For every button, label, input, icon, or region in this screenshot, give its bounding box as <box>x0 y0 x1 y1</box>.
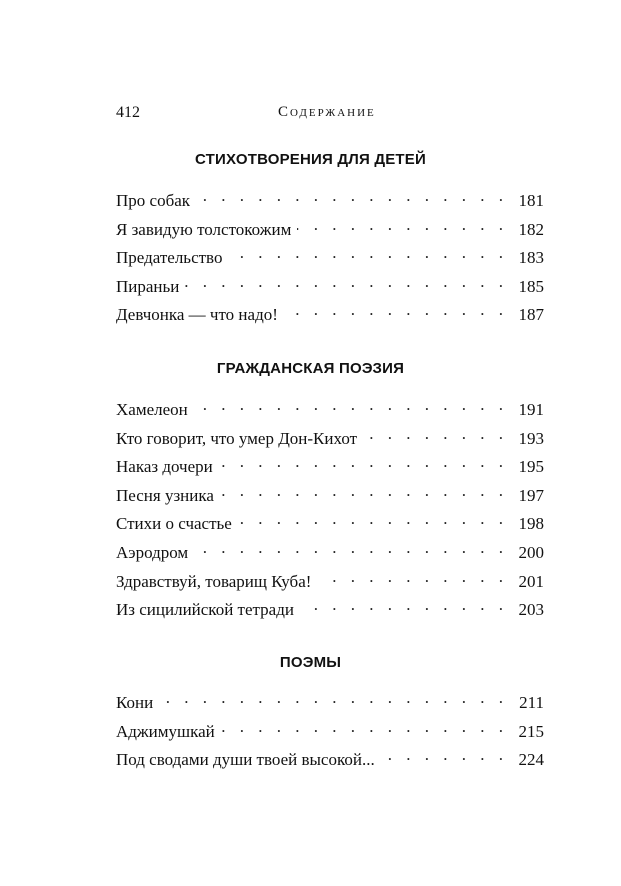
toc-entry-page: 198 <box>518 514 544 534</box>
toc-entry[interactable] <box>116 717 544 746</box>
toc-entry-title: Аэродром <box>116 542 189 562</box>
toc-entry[interactable] <box>116 688 544 717</box>
toc-entry[interactable] <box>116 452 544 481</box>
toc-entry[interactable] <box>116 186 544 215</box>
toc-entry-page: 182 <box>518 219 544 239</box>
toc-entry[interactable] <box>116 595 544 624</box>
toc-entry[interactable] <box>116 481 544 510</box>
toc-entry[interactable] <box>116 745 544 774</box>
toc-entry-page: 183 <box>518 248 544 268</box>
toc-entry-title: Пираньи <box>116 276 180 296</box>
leader-dots <box>196 186 508 206</box>
toc-entry-page: 203 <box>518 600 544 620</box>
toc-entry-title: Из сицилийской тетради <box>116 600 294 620</box>
toc-entry-title: Аджимушкай <box>116 721 215 741</box>
toc-list <box>116 186 544 329</box>
leader-dots <box>284 300 508 320</box>
toc-entry[interactable] <box>116 215 544 244</box>
toc-entry-page: 224 <box>518 750 544 770</box>
leader-dots <box>194 395 508 415</box>
toc-list <box>116 688 544 774</box>
toc-entry[interactable] <box>116 424 544 453</box>
toc-list <box>116 395 544 624</box>
toc-entry[interactable] <box>116 272 544 301</box>
toc-entry[interactable] <box>116 509 544 538</box>
toc-entry-page: 200 <box>518 542 544 562</box>
toc-entry[interactable] <box>116 243 544 272</box>
toc-entry-page: 195 <box>518 457 544 477</box>
leader-dots <box>185 272 508 292</box>
toc-entry-title: Предательство <box>116 248 223 268</box>
toc-entry-title: Про собак <box>116 191 191 210</box>
section-title: СТИХОТВОРЕНИЯ ДЛЯ ДЕТЕЙ <box>195 151 426 168</box>
section-title: ПОЭМЫ <box>279 654 342 671</box>
toc-entry[interactable] <box>116 300 544 329</box>
toc-entry-page: 187 <box>518 305 544 325</box>
toc-entry-page: 191 <box>518 400 544 419</box>
toc-entry-title: Наказ дочери <box>116 457 213 477</box>
toc-entry-page: 211 <box>519 693 544 712</box>
toc-entry-title: Девчонка — что надо! <box>116 305 278 325</box>
leader-dots <box>221 717 508 737</box>
section-title: ГРАЖДАНСКАЯ ПОЭЗИЯ <box>216 360 405 377</box>
toc-entry-page: 193 <box>518 428 544 448</box>
toc-entry-title: Кони <box>116 693 154 712</box>
running-head: Содержание <box>278 104 376 120</box>
toc-entry-page: 197 <box>518 485 544 505</box>
toc-entry-page: 215 <box>518 721 544 741</box>
toc-entry-title: Я завидую толстокожим <box>116 219 292 239</box>
toc-entry-title: Под сводами души твоей высокой... <box>116 750 375 770</box>
leader-dots <box>300 595 508 615</box>
leader-dots <box>194 538 508 558</box>
toc-entry-page: 201 <box>518 571 544 591</box>
leader-dots <box>220 481 508 501</box>
toc-entry[interactable] <box>116 395 544 424</box>
leader-dots <box>238 509 508 529</box>
toc-entry-title: Кто говорит, что умер Дон-Кихот <box>116 428 358 448</box>
leader-dots <box>219 452 508 472</box>
leader-dots <box>228 243 508 263</box>
leader-dots <box>381 745 508 765</box>
leader-dots <box>159 688 508 708</box>
toc-entry[interactable] <box>116 567 544 596</box>
toc-entry-page: 181 <box>518 191 544 210</box>
toc-entry[interactable] <box>116 538 544 567</box>
toc-entry-title: Здравствуй, товарищ Куба! <box>116 571 312 591</box>
leader-dots <box>297 215 508 235</box>
toc-entry-title: Песня узника <box>116 485 214 505</box>
leader-dots <box>317 567 508 587</box>
toc-entry-page: 185 <box>518 276 544 296</box>
leader-dots <box>363 424 508 444</box>
toc-entry-title: Хамелеон <box>116 400 188 419</box>
page-number: 412 <box>116 104 140 121</box>
toc-entry-title: Стихи о счастье <box>116 514 232 534</box>
